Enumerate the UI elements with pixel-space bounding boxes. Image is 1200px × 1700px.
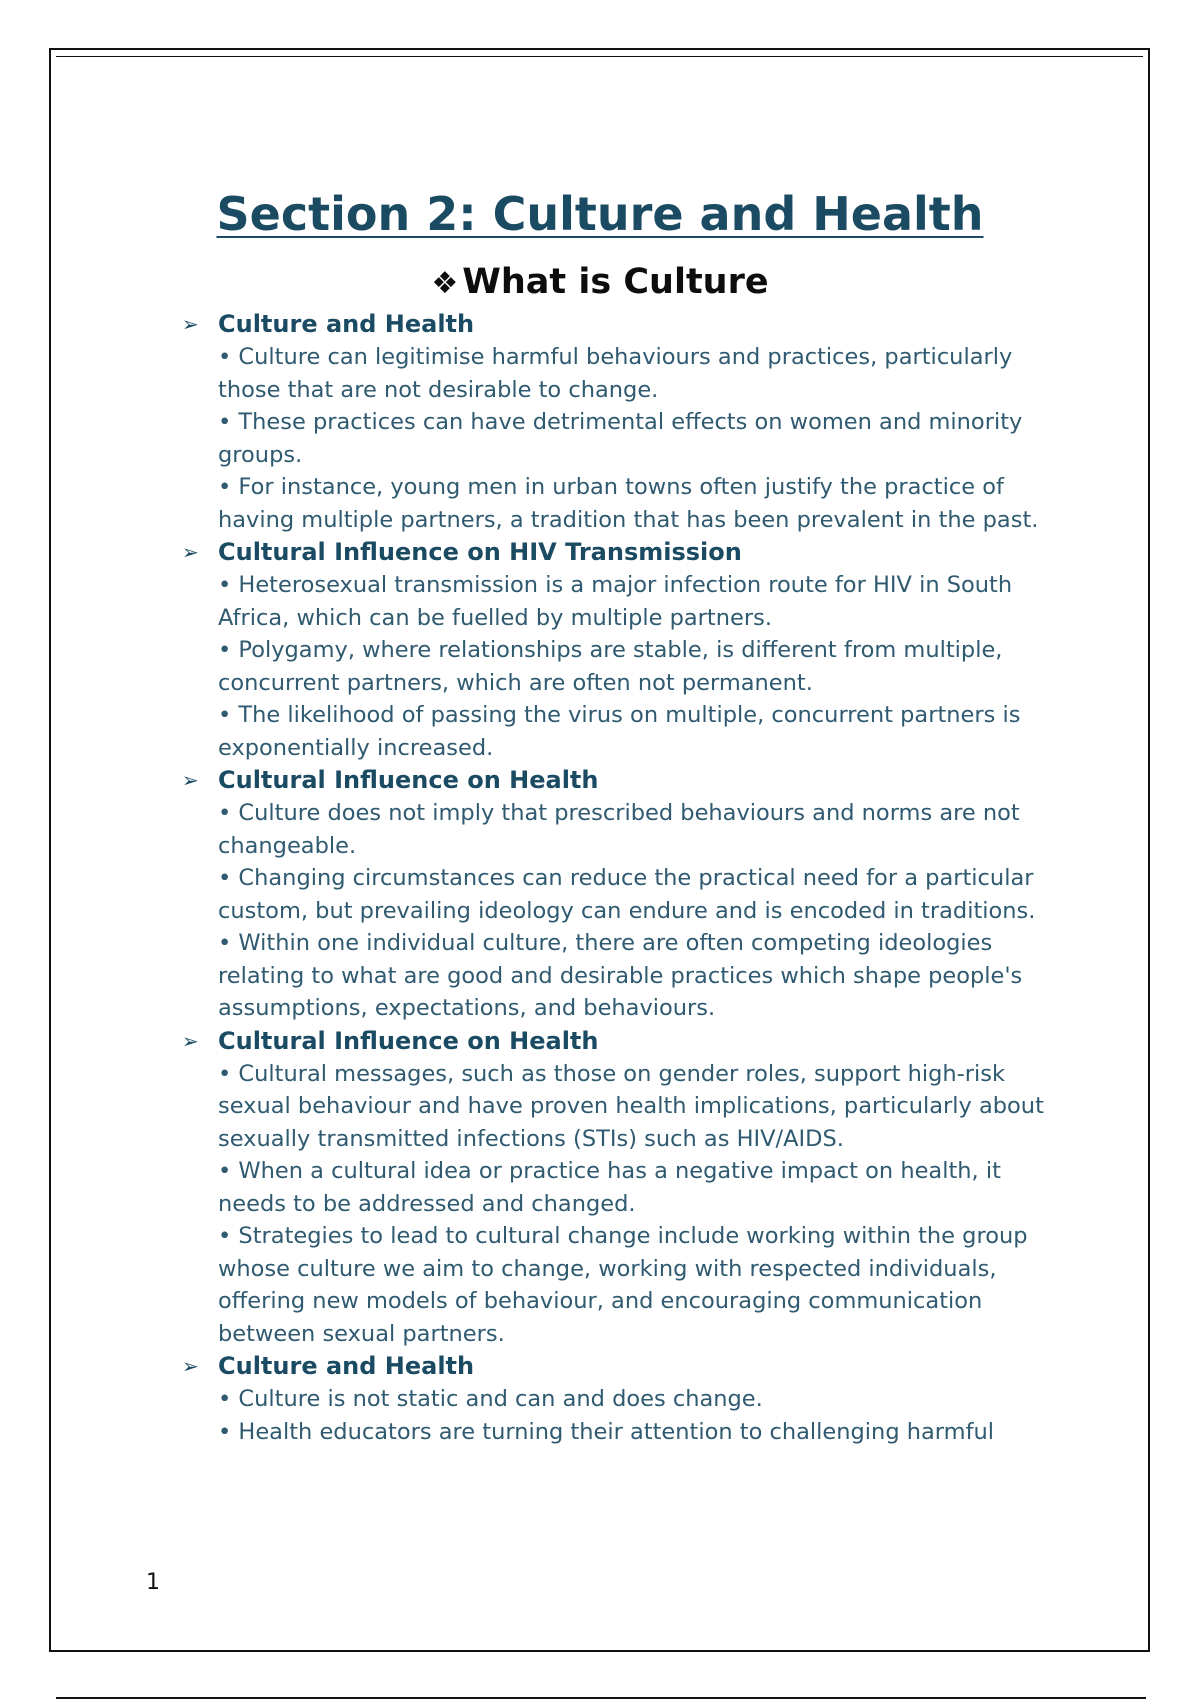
- arrow-bullet-icon: ➢: [182, 540, 199, 564]
- bullet-item: • Strategies to lead to cultural change include working within the group whose culture we aim to change, working with respected individuals, offering new models of behaviour, and encouraging communication between sexual partners.: [218, 1223, 1028, 1347]
- bullet-item: • Cultural messages, such as those on gender roles, support high-risk sexual behaviour and have proven health implications, particularly about sexually transmitted infections (STIs) such as HIV/AIDS.: [218, 1060, 1044, 1152]
- section-hiv-transmission: [182, 536, 1062, 764]
- diamond-icon: ❖: [431, 266, 459, 301]
- bullet-item: • For instance, young men in urban towns often justify the practice of having multiple partners, a tradition that has been prevalent in the past.: [218, 474, 1039, 533]
- section-heading: Cultural Influence on Health: [218, 766, 599, 794]
- section-heading: Culture and Health: [218, 1352, 475, 1380]
- bullet-item: • The likelihood of passing the virus on multiple, concurrent partners is exponentially increased.: [218, 702, 1021, 761]
- document-body: [182, 308, 1062, 1448]
- bullet-item: • Health educators are turning their attention to challenging harmful: [218, 1418, 995, 1445]
- page-number: 1: [146, 1570, 160, 1595]
- subheading-text: What is Culture: [462, 262, 769, 302]
- subheading: [0, 260, 1200, 306]
- bullet-item: • Changing circumstances can reduce the practical need for a particular custom, but prevailing ideology can endure and is encoded in traditions.: [218, 865, 1036, 924]
- arrow-bullet-icon: ➢: [182, 312, 199, 336]
- section-header: [182, 764, 1062, 797]
- page-title-text: Section 2: Culture and Health: [216, 187, 984, 241]
- bullet-item: • Polygamy, where relationships are stable, is different from multiple, concurrent partners, which are often not permanent.: [218, 637, 1003, 696]
- section-heading: Culture and Health: [218, 310, 475, 338]
- bullet-item: • These practices can have detrimental effects on women and minority groups.: [218, 409, 1023, 468]
- section-culture-and-health: [182, 308, 1062, 536]
- bullet-item: • Culture does not imply that prescribed behaviours and norms are not changeable.: [218, 800, 1020, 859]
- bottom-rule: [56, 1697, 1146, 1699]
- section-header: [182, 536, 1062, 569]
- section-heading: Cultural Influence on HIV Transmission: [218, 538, 742, 566]
- arrow-bullet-icon: ➢: [182, 1028, 199, 1053]
- section-culture-and-health-2: [182, 1350, 1062, 1448]
- bullet-item: • When a cultural idea or practice has a negative impact on health, it needs to be addressed and changed.: [218, 1158, 1001, 1217]
- bullet-item: • Culture is not static and can and does change.: [218, 1386, 763, 1412]
- bullet-item: • Within one individual culture, there are often competing ideologies relating to what are good and desirable practices which shape people's assumptions, expectations, and behaviours.: [218, 930, 1023, 1021]
- section-cultural-influence-health-2: [182, 1025, 1062, 1351]
- section-header: [182, 1025, 1062, 1058]
- section-heading: Cultural Influence on Health: [218, 1026, 599, 1055]
- arrow-bullet-icon: ➢: [182, 768, 199, 792]
- section-header: [182, 1350, 1062, 1383]
- page-title: [0, 186, 1200, 242]
- section-header: [182, 308, 1062, 341]
- section-cultural-influence-health-1: [182, 764, 1062, 1025]
- bullet-item: • Heterosexual transmission is a major infection route for HIV in South Africa, which can be fuelled by multiple partners.: [218, 572, 1013, 631]
- arrow-bullet-icon: ➢: [182, 1354, 199, 1378]
- bullet-item: • Culture can legitimise harmful behaviours and practices, particularly those that are not desirable to change.: [218, 344, 1013, 403]
